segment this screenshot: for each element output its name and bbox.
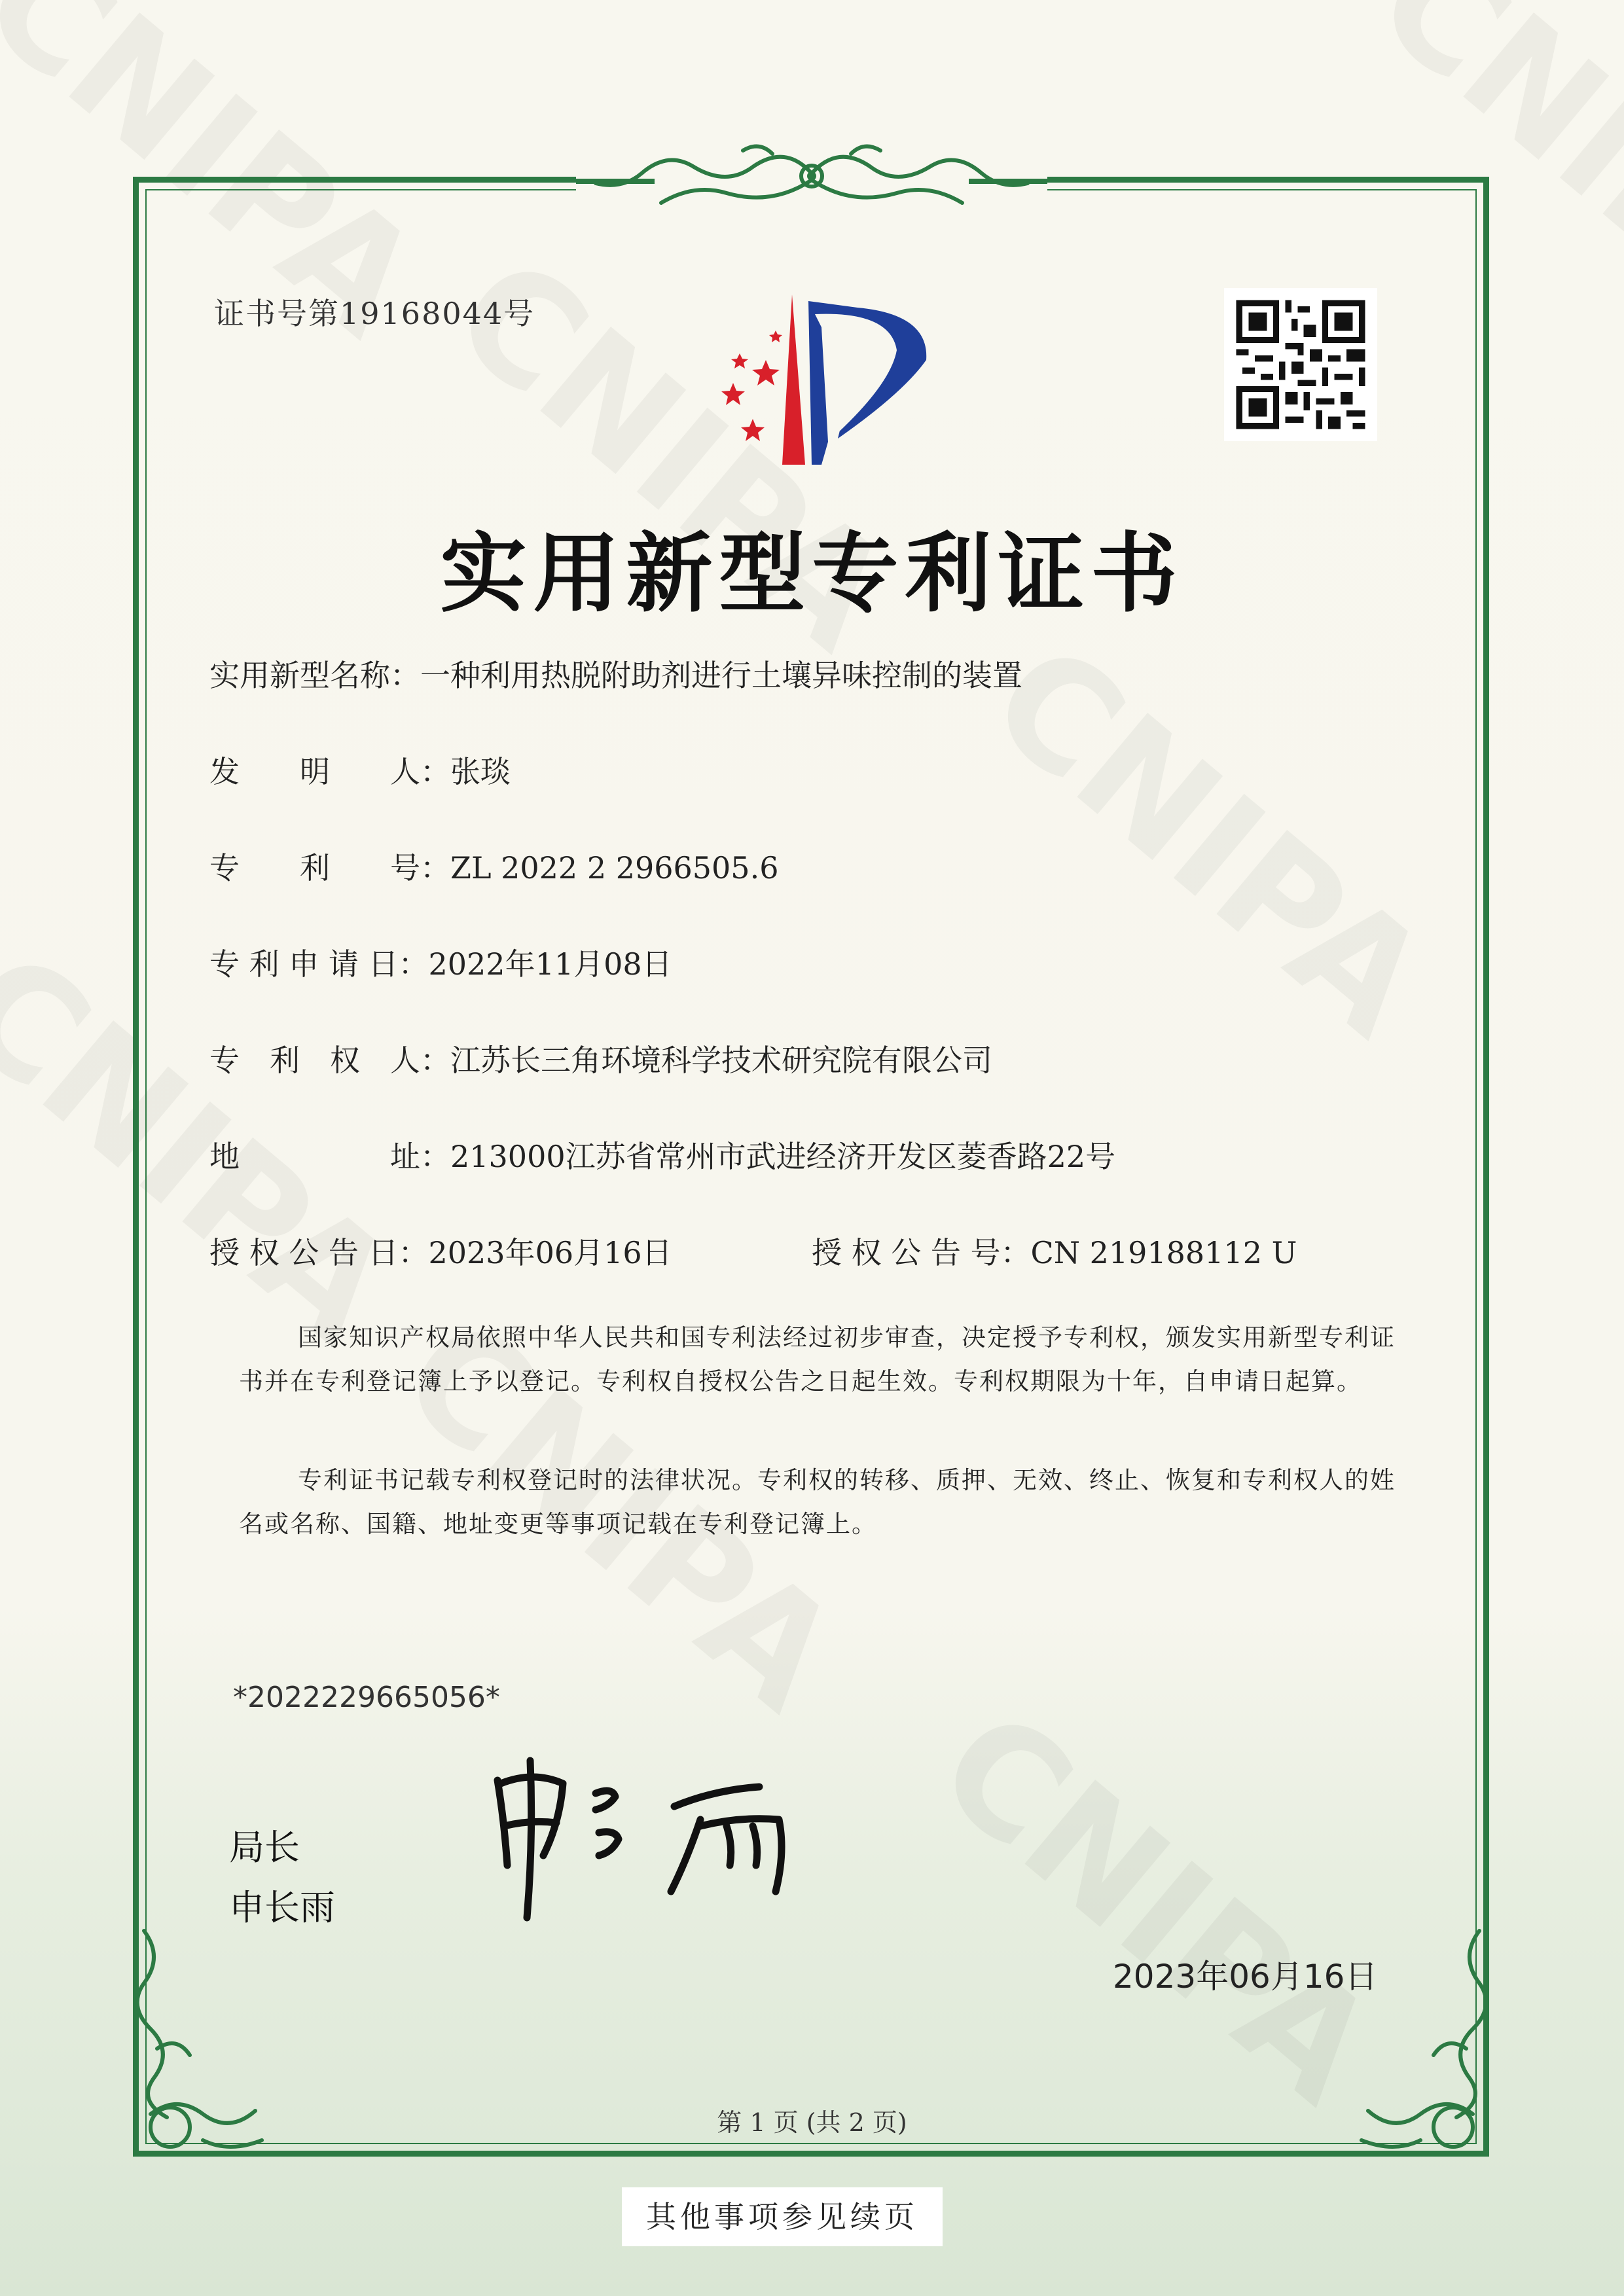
field-value-patent-number: ZL 2022 2 2966505.6: [450, 850, 779, 886]
signature-icon: [484, 1754, 838, 1924]
field-value-filing-date: 2022年11月08日: [428, 946, 672, 982]
field-label: 实用新型名称：: [209, 658, 420, 693]
footer-note: 其他事项参见续页: [622, 2187, 943, 2246]
statement-paragraph: [239, 1316, 1417, 1403]
field-row-name: [209, 652, 1022, 695]
field-row-address: [209, 1133, 1115, 1176]
field-value-patentee: 江苏长三角环境科学技术研究院有限公司: [450, 1043, 992, 1078]
field-row-grant-number: [812, 1229, 1297, 1272]
certificate-number: 证书号第19168044号: [214, 296, 535, 331]
legal-status-text: 专利证书记载专利权登记时的法律状况。专利权的转移、质押、无效、终止、恢复和专利权人的姓名或名称、国籍、地址变更等事项记载在专利登记簿上。: [239, 1466, 1396, 1538]
field-row-filing-date: [209, 941, 672, 984]
field-value-grant-number: CN 219188112 U: [1030, 1235, 1297, 1270]
field-label: 授 权 公 告 号：: [812, 1235, 1031, 1270]
legal-status-paragraph: [239, 1458, 1417, 1546]
certificate-title: 实用新型专利证书: [440, 523, 1184, 624]
top-ornament-icon: [576, 134, 1047, 219]
field-label: 地 址：: [209, 1139, 450, 1174]
field-value-address: 213000江苏省常州市武进经济开发区菱香路22号: [450, 1139, 1116, 1174]
director-name: 申长雨: [229, 1887, 335, 1928]
statement-text: 国家知识产权局依照中华人民共和国专利法经过初步审查，决定授予专利权，颁发实用新型专利证书并在专利登记簿上予以登记。专利权自授权公告之日起生效。专利权期限为十年，自申请日起算。: [239, 1323, 1396, 1395]
field-value-grant-date: 2023年06月16日: [428, 1235, 672, 1270]
director-title: 局长: [229, 1827, 300, 1868]
page-number: 第 1 页 (共 2 页): [717, 2108, 907, 2137]
field-row-patentee: [209, 1037, 992, 1080]
serial-number: *2022229665056*: [233, 1681, 500, 1714]
field-label: 发 明 人：: [209, 754, 450, 789]
signature-date: 2023年06月16日: [1113, 1958, 1378, 1996]
field-row-grant-date: [209, 1229, 672, 1272]
field-label: 专 利 号：: [209, 850, 450, 886]
field-label: 专 利 申 请 日：: [209, 946, 429, 982]
field-value-utility-model-name: 一种利用热脱附助剂进行土壤异味控制的装置: [420, 658, 1022, 693]
field-value-inventor: 张琰: [450, 754, 511, 789]
field-row-inventor: [209, 748, 511, 791]
field-row-patent-number: [209, 844, 778, 888]
field-label: 授 权 公 告 日：: [209, 1235, 429, 1270]
cnipa-logo-icon: [694, 288, 929, 471]
qr-code-icon: [1224, 288, 1377, 441]
field-label: 专 利 权 人：: [209, 1043, 450, 1078]
